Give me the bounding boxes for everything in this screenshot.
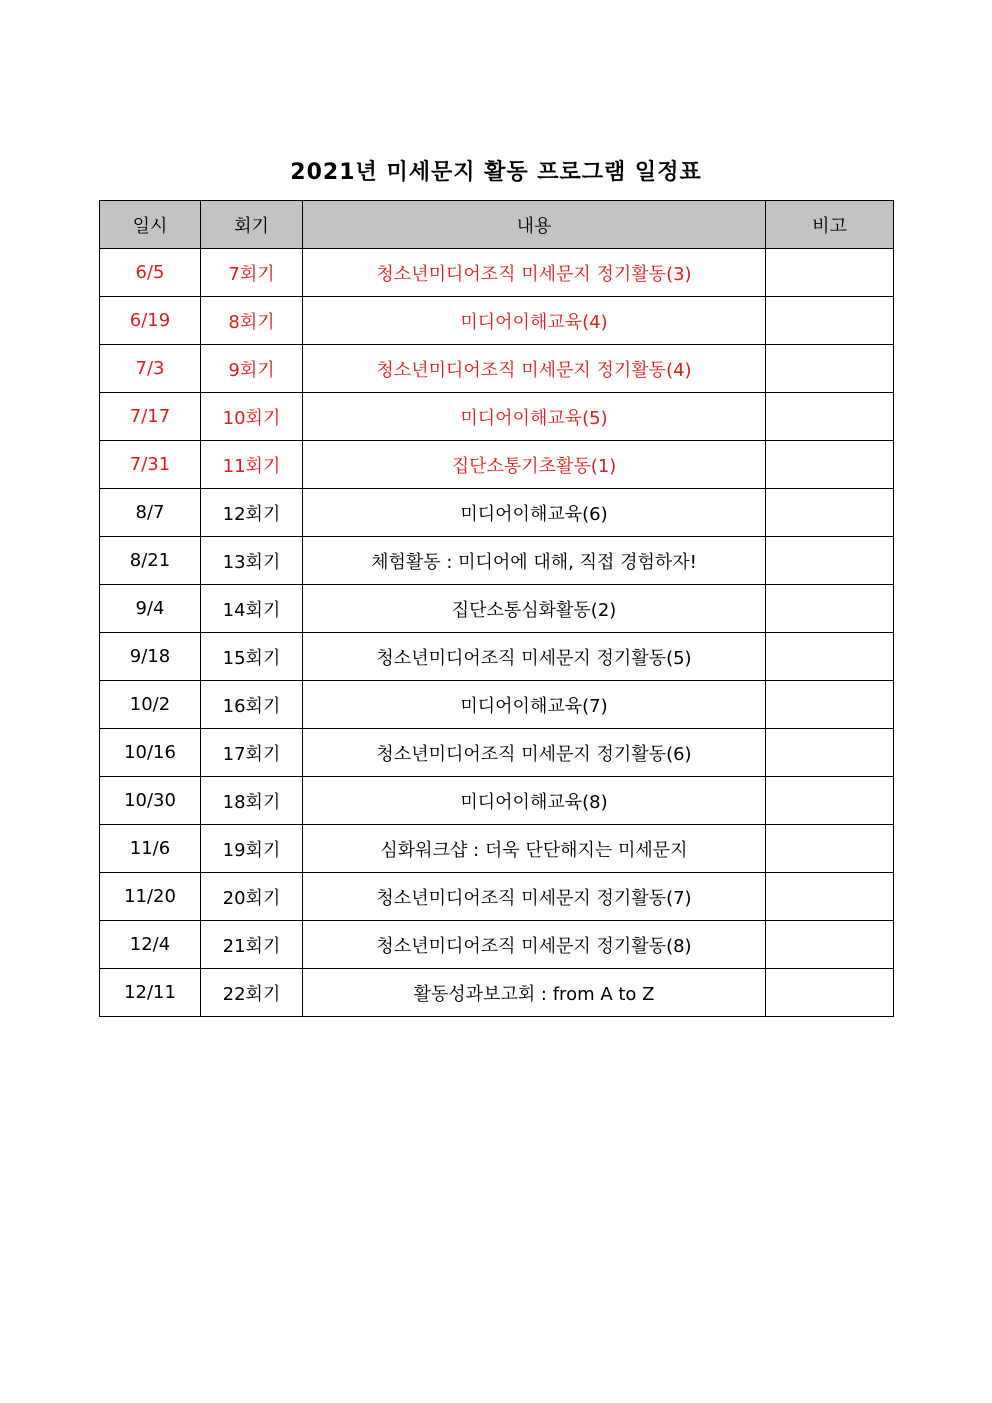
cell-round: 21회기: [201, 921, 303, 969]
cell-content: 미디어이해교육(8): [303, 777, 766, 825]
table-row: [100, 249, 894, 297]
cell-round: 16회기: [201, 681, 303, 729]
cell-note: [766, 441, 894, 489]
table-row: [100, 393, 894, 441]
table-row: [100, 633, 894, 681]
cell-round: 15회기: [201, 633, 303, 681]
table-row: [100, 441, 894, 489]
cell-content: 심화워크샵 : 더욱 단단해지는 미세문지: [303, 825, 766, 873]
cell-content: 미디어이해교육(6): [303, 489, 766, 537]
cell-date: 7/3: [100, 345, 201, 393]
cell-date: 6/5: [100, 249, 201, 297]
cell-date: 10/30: [100, 777, 201, 825]
cell-note: [766, 729, 894, 777]
cell-date: 12/11: [100, 969, 201, 1017]
cell-date: 9/4: [100, 585, 201, 633]
cell-note: [766, 681, 894, 729]
table-header: [100, 201, 894, 249]
cell-date: 11/20: [100, 873, 201, 921]
cell-content: 활동성과보고회 : from A to Z: [303, 969, 766, 1017]
header-note: 비고: [766, 201, 894, 249]
cell-date: 9/18: [100, 633, 201, 681]
cell-content: 집단소통심화활동(2): [303, 585, 766, 633]
cell-round: 12회기: [201, 489, 303, 537]
cell-date: 7/31: [100, 441, 201, 489]
cell-date: 11/6: [100, 825, 201, 873]
cell-content: 청소년미디어조직 미세문지 정기활동(4): [303, 345, 766, 393]
header-date: 일시: [100, 201, 201, 249]
cell-content: 미디어이해교육(7): [303, 681, 766, 729]
cell-round: 13회기: [201, 537, 303, 585]
table-row: [100, 921, 894, 969]
cell-round: 8회기: [201, 297, 303, 345]
page-title: 2021년 미세문지 활동 프로그램 일정표: [290, 160, 702, 185]
cell-date: 10/16: [100, 729, 201, 777]
table-row: [100, 969, 894, 1017]
cell-note: [766, 921, 894, 969]
cell-note: [766, 825, 894, 873]
table-row: [100, 825, 894, 873]
cell-note: [766, 585, 894, 633]
cell-note: [766, 249, 894, 297]
cell-content: 청소년미디어조직 미세문지 정기활동(5): [303, 633, 766, 681]
cell-round: 19회기: [201, 825, 303, 873]
cell-note: [766, 633, 894, 681]
cell-round: 7회기: [201, 249, 303, 297]
cell-date: 12/4: [100, 921, 201, 969]
table-row: [100, 777, 894, 825]
cell-content: 미디어이해교육(5): [303, 393, 766, 441]
cell-note: [766, 537, 894, 585]
cell-date: 7/17: [100, 393, 201, 441]
table-row: [100, 585, 894, 633]
cell-content: 청소년미디어조직 미세문지 정기활동(3): [303, 249, 766, 297]
header-row: [100, 201, 894, 249]
cell-date: 8/7: [100, 489, 201, 537]
header-content: 내용: [303, 201, 766, 249]
cell-date: 8/21: [100, 537, 201, 585]
cell-date: 10/2: [100, 681, 201, 729]
cell-note: [766, 873, 894, 921]
table-row: [100, 873, 894, 921]
cell-note: [766, 345, 894, 393]
table-row: [100, 681, 894, 729]
table-row: [100, 297, 894, 345]
cell-content: 미디어이해교육(4): [303, 297, 766, 345]
cell-content: 청소년미디어조직 미세문지 정기활동(7): [303, 873, 766, 921]
cell-round: 20회기: [201, 873, 303, 921]
table-row: [100, 489, 894, 537]
cell-content: 집단소통기초활동(1): [303, 441, 766, 489]
table-body: [100, 249, 894, 1017]
cell-content: 청소년미디어조직 미세문지 정기활동(8): [303, 921, 766, 969]
cell-round: 14회기: [201, 585, 303, 633]
cell-note: [766, 393, 894, 441]
table-row: [100, 345, 894, 393]
cell-date: 6/19: [100, 297, 201, 345]
cell-content: 체험활동 : 미디어에 대해, 직접 경험하자!: [303, 537, 766, 585]
cell-note: [766, 969, 894, 1017]
cell-note: [766, 297, 894, 345]
table-row: [100, 537, 894, 585]
cell-round: 9회기: [201, 345, 303, 393]
cell-round: 10회기: [201, 393, 303, 441]
cell-round: 17회기: [201, 729, 303, 777]
cell-content: 청소년미디어조직 미세문지 정기활동(6): [303, 729, 766, 777]
cell-note: [766, 777, 894, 825]
cell-round: 22회기: [201, 969, 303, 1017]
cell-note: [766, 489, 894, 537]
cell-round: 18회기: [201, 777, 303, 825]
header-round: 회기: [201, 201, 303, 249]
cell-round: 11회기: [201, 441, 303, 489]
table-row: [100, 729, 894, 777]
schedule-table: [99, 200, 894, 1017]
